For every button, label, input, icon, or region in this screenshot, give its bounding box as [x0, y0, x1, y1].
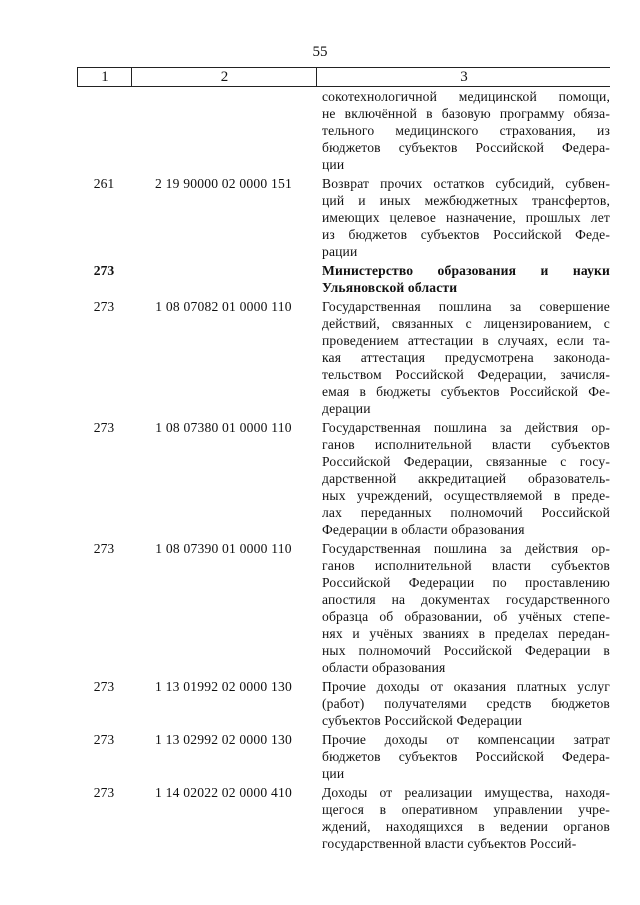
description-line: сокотехнологичной медицинской помощи, [322, 89, 610, 104]
description-line: апостиля на документах государственного [322, 592, 610, 607]
description-line: тельством Российской Федерации, зачисля- [322, 367, 610, 382]
table-row [77, 731, 610, 782]
description-line: ций и иных межбюджетных трансфертов, [322, 193, 610, 208]
description-line: нях и учёных званиях в пределах передан- [322, 626, 610, 641]
description-line: Государственная пошлина за действия ор- [322, 420, 610, 435]
description-line: действий, связанных с лицензированием, с [322, 316, 610, 331]
description-line: проведением аттестации в случаях, если та- [322, 333, 610, 348]
row-number: 261 [93, 176, 115, 191]
description-line: емая в бюджеты субъектов Российской Фе- [322, 384, 610, 399]
description-line: субъектов Российской Федерации [322, 713, 523, 728]
table-row [77, 784, 610, 852]
description-line: рации [322, 244, 358, 259]
row-description [322, 731, 610, 782]
row-code: 1 13 02992 02 0000 130 [155, 732, 292, 747]
description-line: бюджетов субъектов Российской Федера- [322, 749, 610, 764]
description-line: ганов исполнительной власти субъектов [322, 558, 610, 573]
description-line: Возврат прочих остатков субсидий, субвен- [322, 176, 610, 191]
table-row [77, 678, 610, 729]
description-line: (работ) получателями средств бюджетов [322, 696, 610, 711]
description-line: Российской Федерации по проставлению [322, 575, 610, 590]
row-number: 273 [93, 732, 115, 747]
row-number: 273 [93, 299, 115, 314]
table-row [77, 298, 610, 417]
header-col-1: 1 [77, 68, 132, 86]
description-line: щегося в оперативном управлении учре- [322, 802, 610, 817]
row-description [322, 175, 610, 260]
description-line: Государственная пошлина за совершение [322, 299, 610, 314]
table-row [77, 175, 610, 260]
table-row [77, 419, 610, 538]
description-line: тельного медицинского страхования, из [322, 123, 610, 138]
table-row [77, 262, 610, 296]
description-line: из бюджетов субъектов Российской Феде- [322, 227, 610, 242]
table-row [77, 88, 610, 173]
description-line: кая аттестация предусмотрена законода- [322, 350, 610, 365]
row-number: 273 [93, 679, 115, 694]
row-code: 1 08 07390 01 0000 110 [155, 541, 292, 556]
description-line: образца об образовании, об учёных степе- [322, 609, 610, 624]
row-description [322, 784, 610, 852]
row-number: 273 [93, 263, 115, 278]
row-description [322, 262, 610, 296]
description-line: ции [322, 766, 345, 781]
description-line: Министерство образования и науки [322, 263, 610, 278]
row-description [322, 88, 610, 173]
description-line: ждений, находящихся в ведении органов [322, 819, 610, 834]
header-col-2: 2 [131, 68, 317, 86]
description-line: Ульяновской области [322, 280, 458, 295]
row-number: 273 [93, 785, 115, 800]
description-line: не включённой в базовую программу обяза- [322, 106, 610, 121]
row-code: 1 14 02022 02 0000 410 [155, 785, 292, 800]
row-code: 2 19 90000 02 0000 151 [155, 176, 292, 191]
description-line: Государственная пошлина за действия ор- [322, 541, 610, 556]
row-description [322, 540, 610, 676]
description-line: области образования [322, 660, 446, 675]
description-line: Прочие доходы от оказания платных услуг [322, 679, 610, 694]
description-line: ганов исполнительной власти субъектов [322, 437, 610, 452]
page-number: 55 [312, 44, 328, 60]
description-line: Прочие доходы от компенсации затрат [322, 732, 610, 747]
description-line: ции [322, 157, 345, 172]
description-line: дерации [322, 401, 371, 416]
row-code: 1 13 01992 02 0000 130 [155, 679, 292, 694]
description-line: ных полномочий Российской Федерации в [322, 643, 610, 658]
description-line: дарственной аккредитацией образователь- [322, 471, 610, 486]
row-number: 273 [93, 541, 115, 556]
description-line: Российской Федерации, связанные с госу- [322, 454, 610, 469]
description-line: Федерации в области образования [322, 522, 525, 537]
description-line: ных учреждений, осуществляемой в преде- [322, 488, 610, 503]
description-line: Доходы от реализации имущества, находя- [322, 785, 610, 800]
row-description [322, 419, 610, 538]
description-line: имеющих целевое назначение, прошлых лет [322, 210, 610, 225]
header-col-3: 3 [316, 68, 611, 86]
row-description [322, 678, 610, 729]
row-code: 1 08 07380 01 0000 110 [155, 420, 292, 435]
table-header [77, 67, 610, 87]
description-line: государственной власти субъектов Россий- [322, 836, 577, 851]
row-code: 1 08 07082 01 0000 110 [155, 299, 292, 314]
description-line: лах переданных полномочий Российской [322, 505, 610, 520]
table-body [77, 88, 610, 854]
table-row [77, 540, 610, 676]
description-line: бюджетов субъектов Российской Федера- [322, 140, 610, 155]
row-number: 273 [93, 420, 115, 435]
row-description [322, 298, 610, 417]
